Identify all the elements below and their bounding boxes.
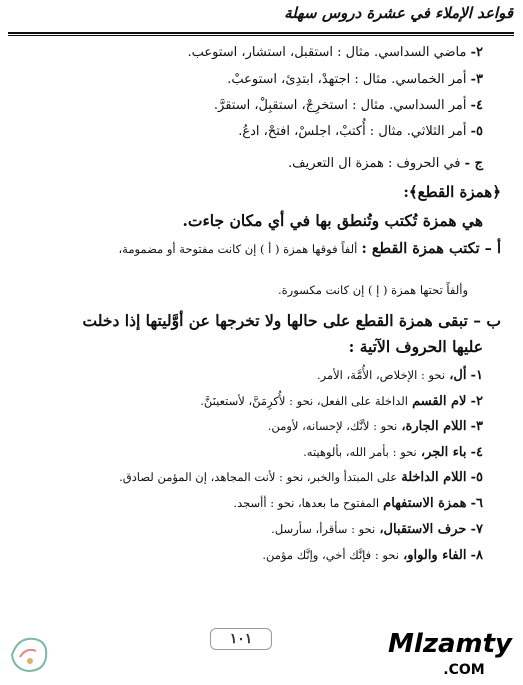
item-number: ٢- [470,394,483,409]
item-text: الداخلة على الفعل، نحو : لأُكرِمَنَّ، لأستعينَنَّ. [200,394,408,408]
watermark-sub-text: .COM [443,662,485,678]
item-number: ٤- [470,445,483,460]
definition-text: هي همزة تُكتب وتُنطق بها في أي مكان جاءت. [182,211,483,230]
item-text: على المبتدأ والخبر، نحو : لأنت المجاهد، إن المؤمن لصادق. [119,470,398,484]
item-text: نحو : فإنَّك أخي، وإنَّك مؤمن. [262,548,399,562]
rule-a-continuation: وألفاً تحتها همزة ( إ ) إن كانت مكسورة. [277,283,468,297]
item-number: ٣- [470,419,483,434]
item-number: ٥- [470,470,483,485]
item-label: اللام الداخلة [401,470,467,485]
item-text: في الحروف : همزة ال التعريف. [287,156,461,171]
item-number: ٣- [470,72,483,87]
rule-b-line2: عليها الحروف الآتية : [348,337,483,356]
item-label: اللام الجارة، [401,419,467,434]
item-text: نحو : بأمر الله، بألوهيته. [303,445,417,459]
item-number: ٢- [470,45,483,60]
list-item [23,97,483,115]
watermark-main-text: Mlzamty [388,629,512,659]
item-number: ج - [464,156,483,171]
item-label: لام القسم [412,394,467,409]
list-item [23,443,483,462]
list-item [23,71,483,89]
list-item [23,123,483,141]
item-text: نحو : الإخلاص، الأُمَّة، الأمر. [316,368,446,382]
item-number: ٨- [470,548,483,563]
item-number: ٤- [470,98,483,113]
item-text: نحو : سأقرأ، سأرسل. [271,522,376,536]
list-item [23,44,483,62]
rule-a-label: أ – تكتب همزة القطع : [361,240,501,257]
page-number: ١٠١ [210,628,272,650]
item-text: أمر السداسي. مثال : استخرِجْ، استقبِلْ، استقرَّ. [213,98,467,113]
item-number: ١- [470,368,483,383]
item-text: المفتوح ما بعدها، نحو : أأسجد. [233,496,380,510]
list-item [23,468,483,487]
watermark-logo [380,622,520,682]
header-rule-thin [8,35,514,36]
item-text: ماضي السداسي. مثال : استقبل، استشار، استوعب. [187,45,467,60]
item-text: أمر الخماسي. مثال : اجتهدْ، ابتدِئ، استوعبْ. [227,72,467,87]
running-header: قواعد الإملاء في عشرة دروس سهلة [284,4,513,22]
item-label: الفاء والواو، [403,548,467,563]
section-heading: ﴿همزة القطع﴾: [403,183,501,201]
item-number: ٧- [470,522,483,537]
list-item [23,494,483,513]
rule-a-text: ألفاً فوقها همزة ( أ ) إن كانت مفتوحة أو مضمومة، [118,242,358,256]
item-text: أمر الثلاثي. مثال : أُكتبْ، اجلسْ، افتحْ، ادعُ. [238,124,467,139]
item-number: ٥- [470,124,483,139]
list-item [23,155,483,173]
list-item [23,417,483,436]
item-label: همزة الاستفهام [383,496,467,511]
list-item [23,520,483,539]
list-item [23,392,483,411]
item-label: حرف الاستقبال، [379,522,467,537]
list-item [23,366,483,385]
rule-a [23,240,501,259]
item-text: نحو : لأنَّك، لإحسانه، لأومن. [267,419,398,433]
publisher-logo-icon [4,625,56,680]
item-label: أل، [449,368,467,383]
item-number: ٦- [470,496,483,511]
rule-b-line1: ب – تبقى همزة القطع على حالها ولا تخرجها عن أوَّليتها إذا دخلت [82,311,501,330]
item-label: باء الجر، [420,445,467,460]
list-item [23,546,483,565]
header-rule [8,32,514,34]
